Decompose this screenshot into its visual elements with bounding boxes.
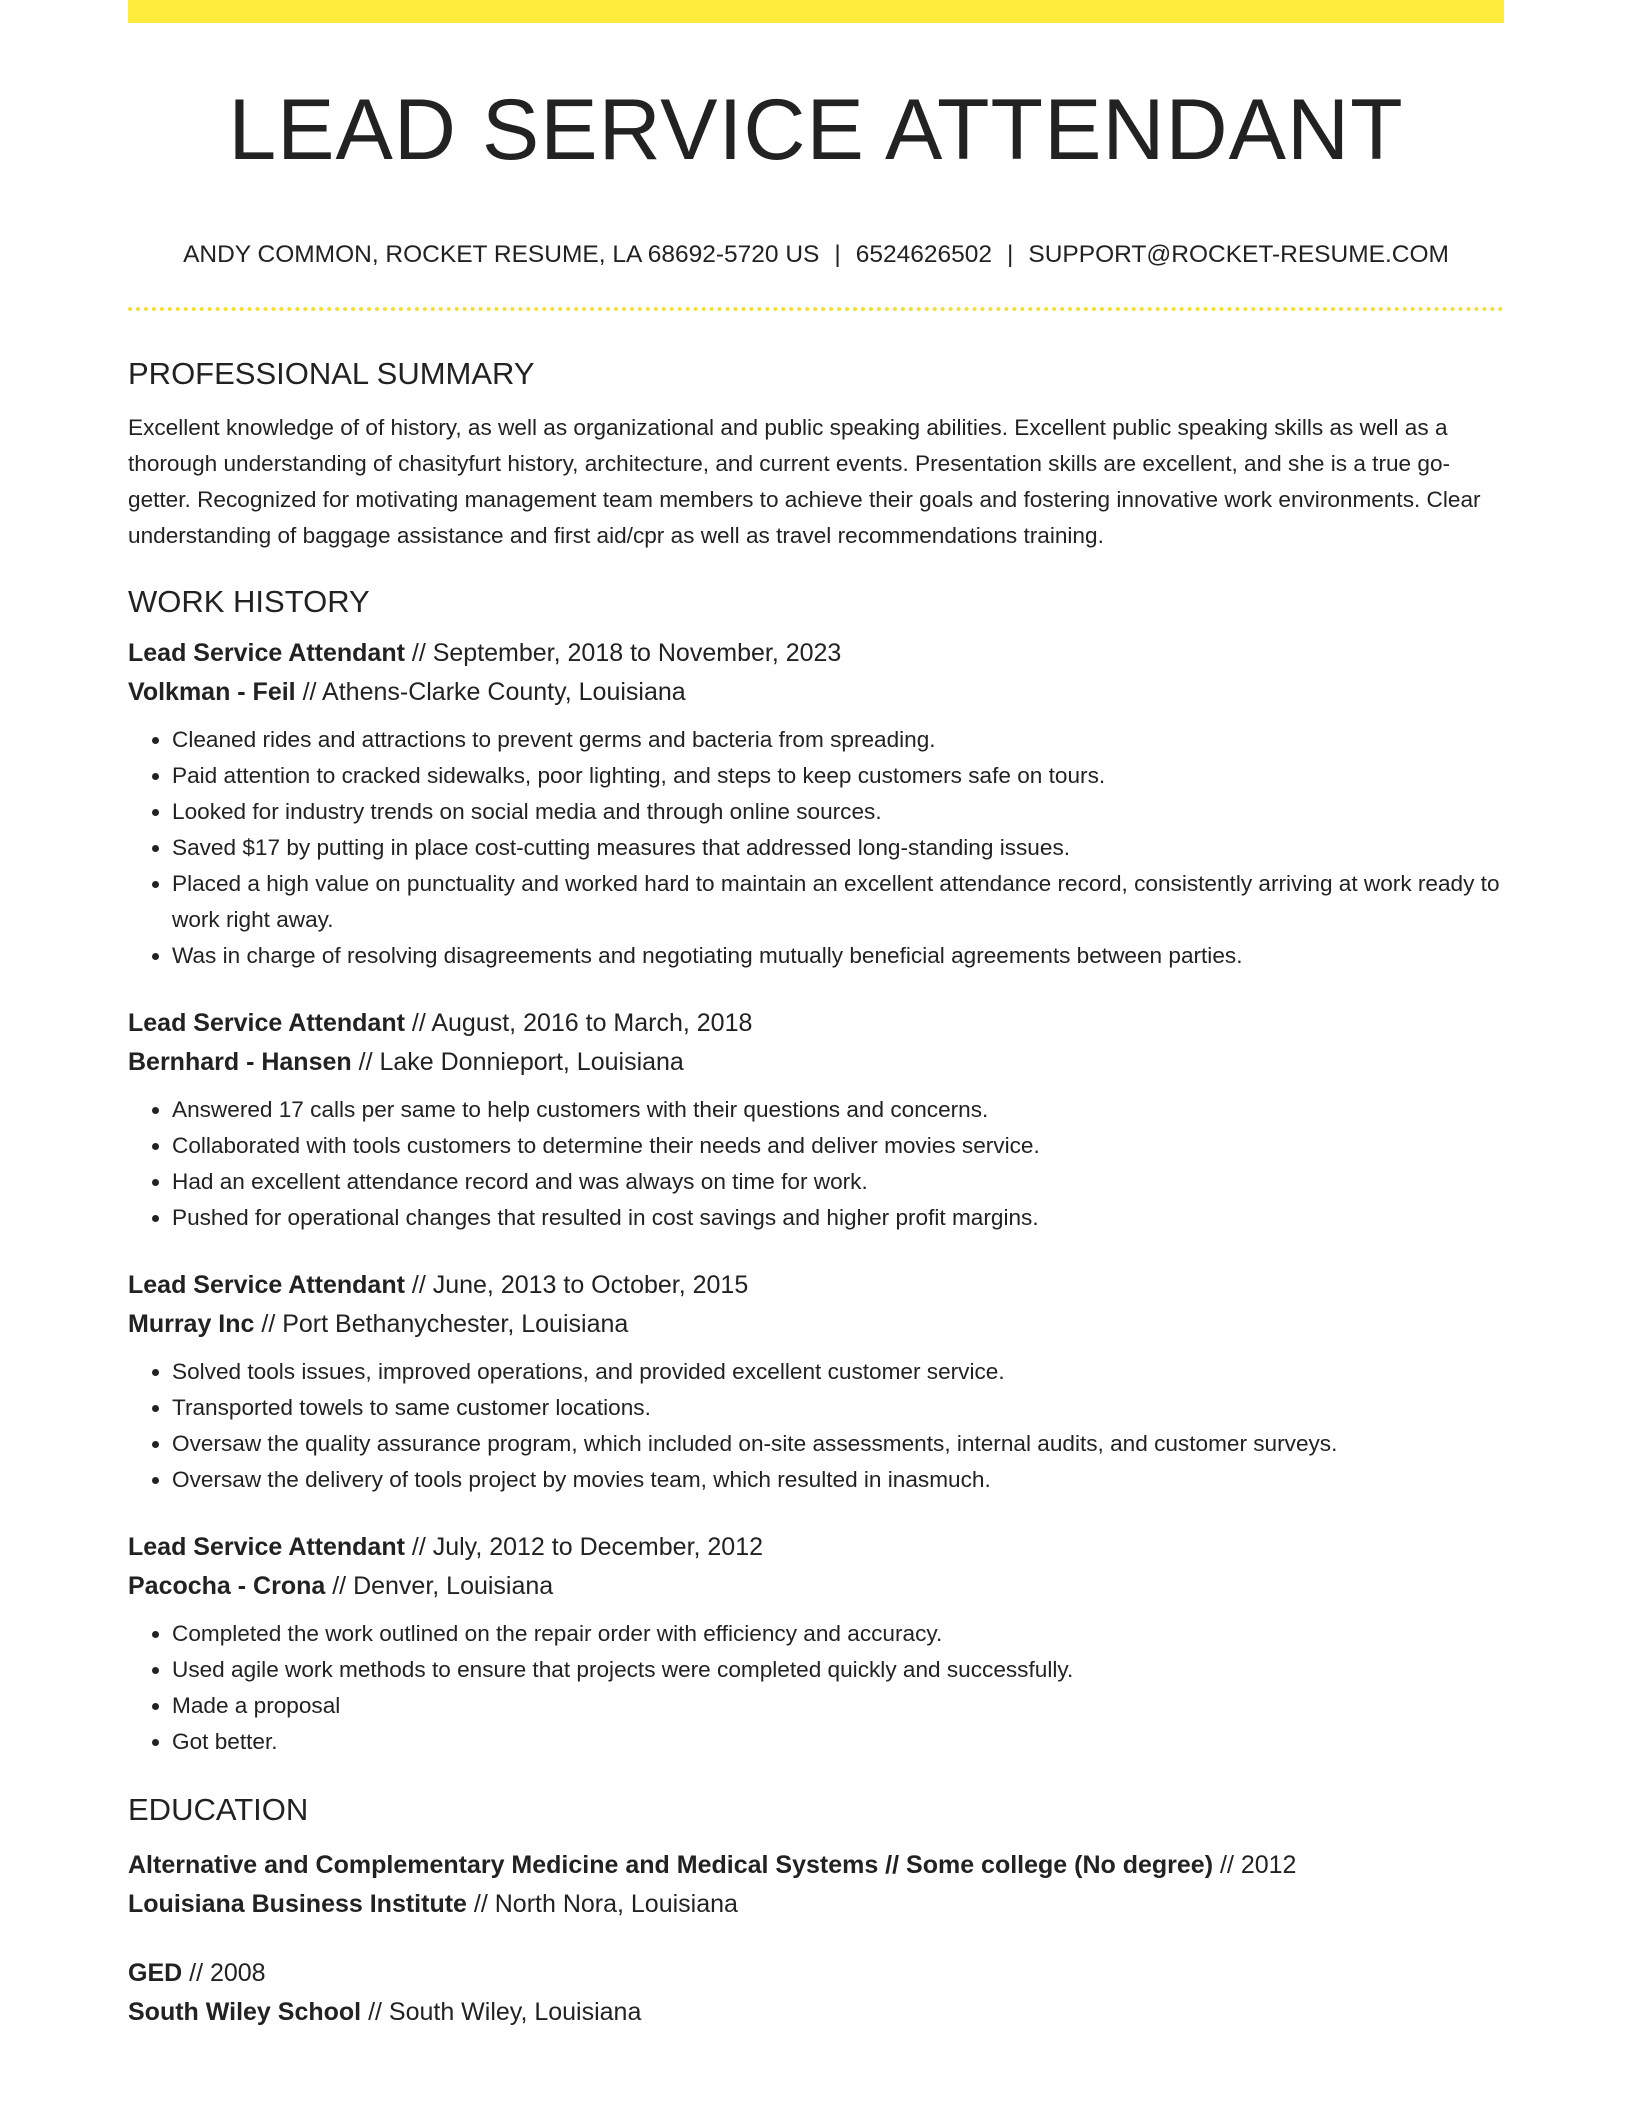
- education-degree-line: [128, 1954, 1504, 1993]
- list-item: • Had an excellent attendance record and was always on time for work.: [172, 1164, 1504, 1200]
- list-item: • Made a proposal: [172, 1688, 1504, 1724]
- education-heading: EDUCATION: [128, 1792, 309, 1827]
- education-year: // 2008: [182, 1959, 266, 1987]
- list-item: • Looked for industry trends on social media and through online sources.: [172, 794, 1504, 830]
- education-entry: [128, 1846, 1504, 1924]
- education-degree: GED: [128, 1959, 183, 1987]
- summary-text: Excellent knowledge of of history, as well as organizational and public speaking abilities. Excellent public speaking skills as well as a thorough understanding of chasityfurt history, architecture, and current events. Presentation skills are excellent, and she is a true go-getter. Recognized for motivating management team members to achieve their goals and fostering innovative work environments. Clear understanding of baggage assistance and first aid/cpr as well as travel recommendations training.: [128, 415, 1481, 548]
- resume-content: [128, 352, 1504, 2032]
- job-dates: // September, 2018 to November, 2023: [404, 639, 842, 667]
- list-item: • Was in charge of resolving disagreements and negotiating mutually beneficial agreements between parties.: [172, 938, 1504, 974]
- job-bullets: [128, 722, 1504, 974]
- job-title: Lead Service Attendant: [128, 1009, 405, 1037]
- education-degree: Alternative and Complementary Medicine and Medical Systems // Some college (No degree): [128, 1851, 1214, 1879]
- education-school-line: [128, 1885, 1504, 1924]
- job-bullets: [128, 1354, 1504, 1498]
- job-company: Bernhard - Hansen: [128, 1048, 352, 1076]
- list-item: • Transported towels to same customer locations.: [172, 1390, 1504, 1426]
- dotted-divider: [128, 307, 1504, 311]
- education-school-line: [128, 1993, 1504, 2032]
- job-title: Lead Service Attendant: [128, 1271, 405, 1299]
- top-accent-bar: [128, 0, 1504, 23]
- education-entry: [128, 1954, 1504, 2032]
- list-item: • Solved tools issues, improved operations, and provided excellent customer service.: [172, 1354, 1504, 1390]
- education-location: // South Wiley, Louisiana: [361, 1998, 642, 2026]
- list-item: • Pushed for operational changes that resulted in cost savings and higher profit margins.: [172, 1200, 1504, 1236]
- job-title: Lead Service Attendant: [128, 639, 405, 667]
- list-item: • Used agile work methods to ensure that projects were completed quickly and successfully.: [172, 1652, 1504, 1688]
- job-location: // Port Bethanychester, Louisiana: [254, 1310, 629, 1338]
- contact-separator: |: [834, 241, 841, 268]
- job-dates: // August, 2016 to March, 2018: [404, 1009, 753, 1037]
- list-item: • Answered 17 calls per same to help customers with their questions and concerns.: [172, 1092, 1504, 1128]
- job-company: Murray Inc: [128, 1310, 255, 1338]
- job-location: // Lake Donnieport, Louisiana: [351, 1048, 684, 1076]
- education-year: // 2012: [1213, 1851, 1297, 1879]
- work-history-section: [128, 580, 1504, 1760]
- job-bullets: [128, 1092, 1504, 1236]
- list-item: • Saved $17 by putting in place cost-cutting measures that addressed long-standing issues.: [172, 830, 1504, 866]
- education-section: [128, 1788, 1504, 2032]
- job-title: Lead Service Attendant: [128, 1533, 405, 1561]
- job-entry: [128, 1266, 1504, 1498]
- list-item: • Completed the work outlined on the repair order with efficiency and accuracy.: [172, 1616, 1504, 1652]
- job-company: Pacocha - Crona: [128, 1572, 326, 1600]
- education-degree-line: [128, 1846, 1504, 1885]
- job-dates: // July, 2012 to December, 2012: [404, 1533, 764, 1561]
- page-title: LEAD SERVICE ATTENDANT: [228, 82, 1404, 178]
- list-item: • Oversaw the delivery of tools project by movies team, which resulted in inasmuch.: [172, 1462, 1504, 1498]
- job-title-line: [128, 1528, 1504, 1567]
- contact-separator: |: [1007, 241, 1014, 268]
- job-company-line: [128, 673, 1504, 712]
- job-title-line: [128, 1266, 1504, 1305]
- job-company-line: [128, 1567, 1504, 1606]
- job-title-line: [128, 1004, 1504, 1043]
- list-item: • Got better.: [172, 1724, 1504, 1760]
- job-title-line: [128, 634, 1504, 673]
- job-company-line: [128, 1305, 1504, 1344]
- job-company-line: [128, 1043, 1504, 1082]
- summary-heading: PROFESSIONAL SUMMARY: [128, 356, 535, 391]
- list-item: • Placed a high value on punctuality and worked hard to maintain an excellent attendance record, consistently arriving at work ready to work right away.: [172, 866, 1504, 938]
- contact-phone: 6524626502: [855, 241, 993, 268]
- list-item: • Paid attention to cracked sidewalks, poor lighting, and steps to keep customers safe on tours.: [172, 758, 1504, 794]
- job-bullets: [128, 1616, 1504, 1760]
- list-item: • Oversaw the quality assurance program, which included on-site assessments, internal audits, and customer surveys.: [172, 1426, 1504, 1462]
- list-item: • Cleaned rides and attractions to prevent germs and bacteria from spreading.: [172, 722, 1504, 758]
- job-entry: [128, 1004, 1504, 1236]
- job-location: // Denver, Louisiana: [325, 1572, 554, 1600]
- contact-address: ANDY COMMON, ROCKET RESUME, LA 68692-5720 US: [183, 241, 820, 268]
- work-history-heading: WORK HISTORY: [128, 584, 370, 619]
- summary-section: [128, 352, 1504, 554]
- education-school: Louisiana Business Institute: [128, 1890, 467, 1918]
- job-entry: [128, 1528, 1504, 1760]
- contact-line: [128, 237, 1504, 273]
- list-item: • Collaborated with tools customers to determine their needs and deliver movies service.: [172, 1128, 1504, 1164]
- contact-email: SUPPORT@ROCKET-RESUME.COM: [1028, 241, 1449, 268]
- job-dates: // June, 2013 to October, 2015: [404, 1271, 749, 1299]
- job-location: // Athens-Clarke County, Louisiana: [295, 678, 686, 706]
- education-location: // North Nora, Louisiana: [466, 1890, 738, 1918]
- job-entry: [128, 634, 1504, 974]
- education-school: South Wiley School: [128, 1998, 362, 2026]
- job-company: Volkman - Feil: [128, 678, 296, 706]
